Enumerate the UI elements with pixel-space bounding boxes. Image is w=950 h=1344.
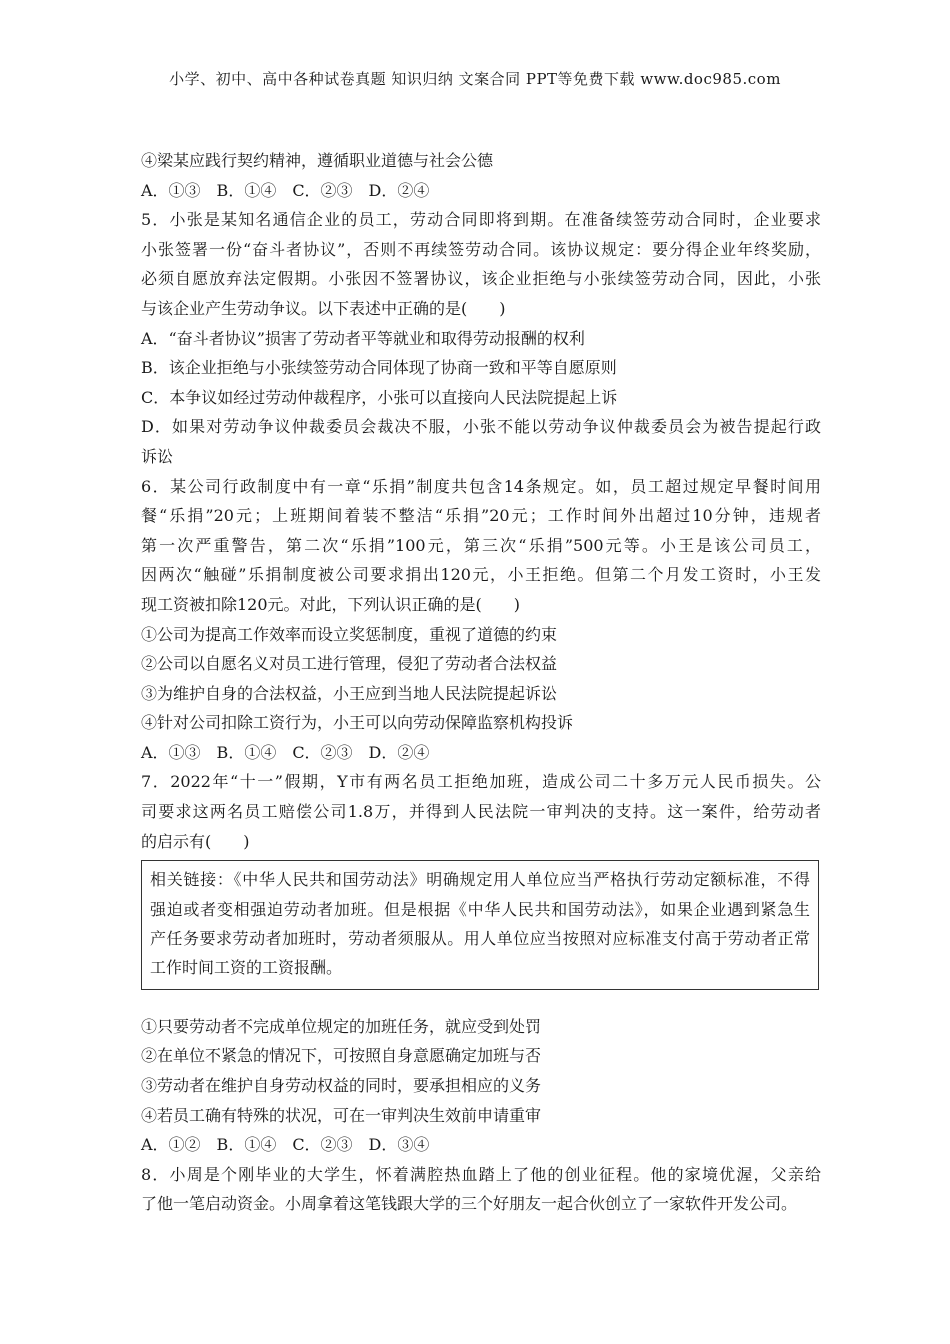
related-link-box [141, 860, 819, 990]
question-8 [141, 1160, 821, 1219]
question-stem-line: 5．小张是某知名通信企业的员工，劳动合同即将到期。在准备续签劳动合同时，企业要求 [141, 210, 821, 230]
option-a: A．“奋斗者协议”损害了劳动者平等就业和取得劳动报酬的权利 [141, 328, 585, 348]
question-stem-line: 餐“乐捐”20元；上班期间着装不整洁“乐捐”20元；工作时间外出超过10分钟，违规者 [141, 506, 821, 526]
option-d-continued: 诉讼 [141, 446, 174, 466]
question-stem-line: 7．2022年“十一”假期，Y市有两名员工拒绝加班，造成公司二十多万元人民币损失。公 [141, 772, 821, 792]
question-7 [141, 767, 821, 1159]
statement-3: ③劳动者在维护自身劳动权益的同时，要承担相应的义务 [141, 1076, 542, 1095]
statement-4: ④若员工确有特殊的状况，可在一审判决生效前申请重审 [141, 1105, 542, 1125]
box-line: 产任务要求劳动者加班时，劳动者须服从。用人单位应当按照对应标准支付高于劳动者正常 [150, 929, 810, 949]
question-stem-line: 因两次“触碰”乐捐制度被公司要求捐出120元，小王拒绝。但第二个月发工资时，小王发 [141, 565, 821, 585]
option-b: B．该企业拒绝与小张续签劳动合同体现了协商一致和平等自愿原则 [141, 358, 617, 378]
statement-3: ③为维护自身的合法权益，小王应到当地人民法院提起诉讼 [141, 683, 558, 703]
statement-2: ②在单位不紧急的情况下，可按照自身意愿确定加班与否 [141, 1046, 542, 1066]
question-6 [141, 472, 821, 768]
answer-choices: A．①③ B．①④ C．②③ D．②④ [141, 180, 430, 200]
question-stem-line: 的启示有( ) [141, 831, 250, 851]
box-line: 相关链接：《中华人民共和国劳动法》明确规定用人单位应当严格执行劳动定额标准，不得 [150, 870, 810, 890]
option-c: C．本争议如经过劳动仲裁程序，小张可以直接向人民法院提起上诉 [141, 387, 618, 407]
question-stem-line: 现工资被扣除120元。对此，下列认识正确的是( ) [141, 594, 521, 614]
statement-2: ②公司以自愿名义对员工进行管理，侵犯了劳动者合法权益 [141, 654, 558, 674]
question-stem-line: 了他一笔启动资金。小周拿着这笔钱跟大学的三个好朋友一起合伙创立了一家软件开发公司。 [141, 1194, 798, 1214]
statement-4: ④针对公司扣除工资行为，小王可以向劳动保障监察机构投诉 [141, 713, 574, 733]
question-stem-line: 必须自愿放弃法定假期。小张因不签署协议，该企业拒绝与小张续签劳动合同，因此，小张 [141, 269, 821, 289]
box-line: 工作时间工资的工资报酬。 [150, 958, 343, 978]
question-stem-line: 司要求这两名员工赔偿公司1.8万，并得到人民法院一审判决的支持。这一案件，给劳动者 [141, 802, 821, 822]
statement-1: ①公司为提高工作效率而设立奖惩制度，重视了道德的约束 [141, 624, 558, 644]
page-header: 小学、初中、高中各种试卷真题 知识归纳 文案合同 PPT等免费下载 www.doc985.com [169, 70, 781, 88]
statement-1: ①只要劳动者不完成单位规定的加班任务，就应受到处罚 [141, 1016, 542, 1036]
answer-choices: A．①③ B．①④ C．②③ D．②④ [141, 742, 430, 762]
question-stem-line: 6．某公司行政制度中有一章“乐捐”制度共包含14条规定。如，员工超过规定早餐时间用 [141, 476, 821, 496]
option-line: ④梁某应践行契约精神，遵循职业道德与社会公德 [141, 151, 494, 170]
option-d: D．如果对劳动争议仲裁委员会裁决不服，小张不能以劳动争议仲裁委员会为被告提起行政 [141, 417, 821, 437]
document-body [141, 146, 821, 1219]
box-line: 强迫或者变相强迫劳动者加班。但是根据《中华人民共和国劳动法》，如果企业遇到紧急生 [150, 899, 810, 919]
question-stem-line: 8．小周是个刚毕业的大学生，怀着满腔热血踏上了他的创业征程。他的家境优渥，父亲给 [141, 1164, 821, 1184]
answer-choices: A．①② B．①④ C．②③ D．③④ [141, 1135, 430, 1155]
question-stem-line: 与该企业产生劳动争议。以下表述中正确的是( ) [141, 298, 506, 318]
question-stem-line: 小张签署一份“奋斗者协议”，否则不再续签劳动合同。该协议规定：要分得企业年终奖励， [141, 239, 821, 259]
question-5 [141, 205, 821, 471]
question-stem-line: 第一次严重警告，第二次“乐捐”100元，第三次“乐捐”500元等。小王是该公司员工， [141, 535, 821, 555]
